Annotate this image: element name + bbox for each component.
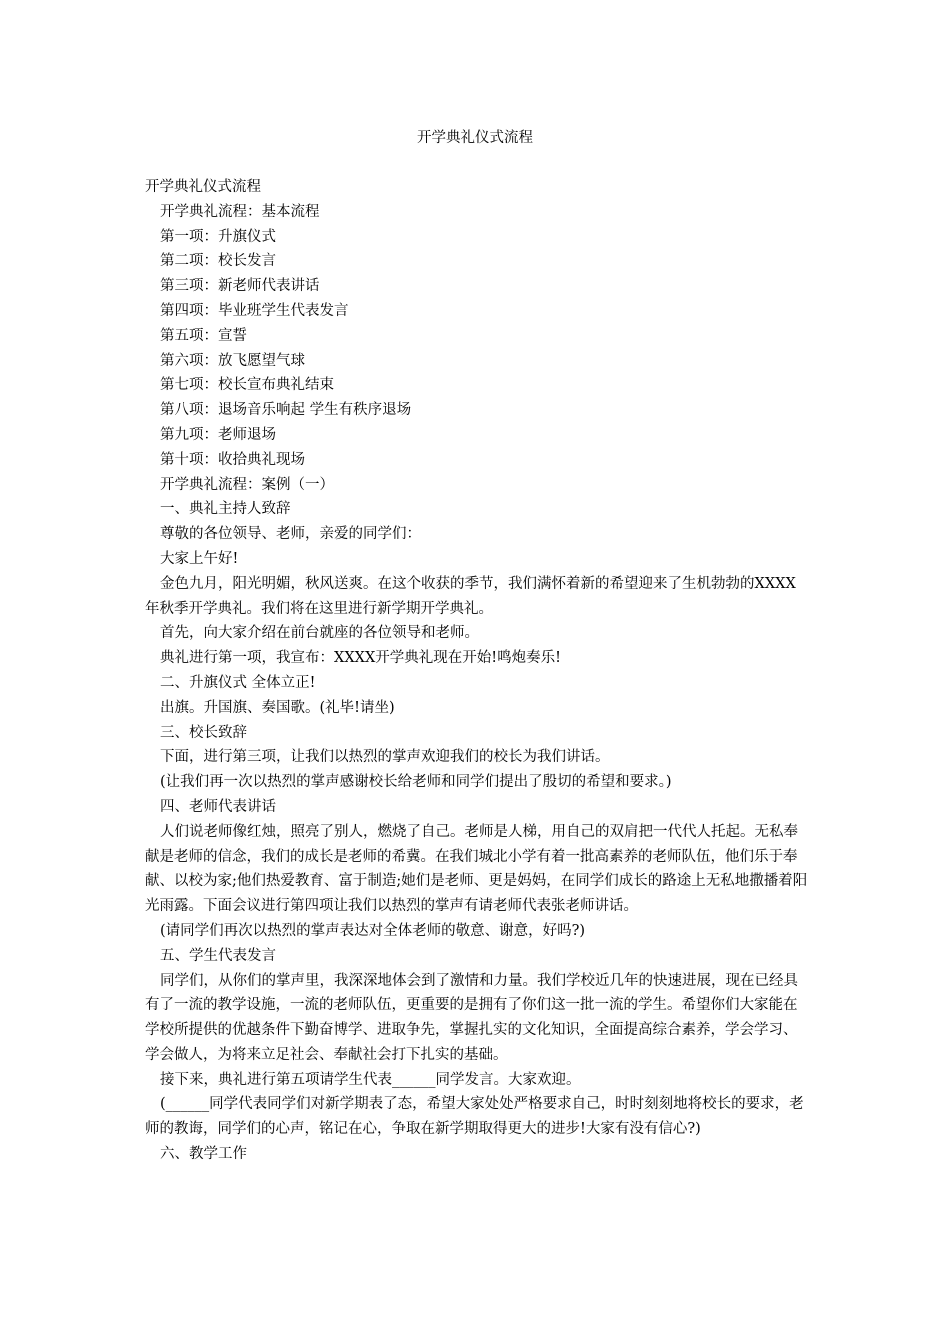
- paragraph: 开学典礼流程：基本流程: [160, 203, 320, 220]
- paragraph: 开学典礼仪式流程: [145, 179, 261, 195]
- paragraph: 六、教学工作: [160, 1146, 247, 1163]
- document-body: [145, 175, 810, 1167]
- paragraph: 出旗。升国旗、奏国歌。(礼毕!请坐): [160, 699, 395, 716]
- paragraph: 同学们，从你们的掌声里，我深深地体会到了激情和力量。我们学校近几年的快速进展，现在已经具有了一流的教学设施，一流的老师队伍，更重要的是拥有了你们这一批一流的学生。希望你们大家能在学校所提供的优越条件下勤奋博学、进取争先，掌握扎实的文化知识，全面提高综合素养，学会学习、学会做人，为将来立足社会、奉献社会打下扎实的基础。: [145, 972, 798, 1063]
- paragraph: 人们说老师像红烛，照亮了别人，燃烧了自己。老师是人梯，用自己的双肩把一代代人托起。无私奉献是老师的信念，我们的成长是老师的希冀。在我们城北小学有着一批高素养的老师队伍，他们乐于奉献、以校为家;他们热爱教育、富于制造;她们是老师、更是妈妈，在同学们成长的路途上无私地撒播着阳光雨露。下面会议进行第四项让我们以热烈的掌声有请老师代表张老师讲话。: [145, 823, 808, 915]
- paragraph: 接下来，典礼进行第五项请学生代表______同学发言。大家欢迎。: [160, 1071, 581, 1088]
- paragraph: 第七项：校长宣布典礼结束: [160, 377, 334, 394]
- paragraph: 五、学生代表发言: [160, 947, 276, 964]
- paragraph: 一、典礼主持人致辞: [160, 501, 291, 518]
- paragraph: (让我们再一次以热烈的掌声感谢校长给老师和同学们提出了殷切的希望和要求。): [160, 774, 672, 791]
- paragraph: (请同学们再次以热烈的掌声表达对全体老师的敬意、谢意，好吗?): [160, 922, 586, 939]
- paragraph: 典礼进行第一项，我宣布：XXXX开学典礼现在开始!鸣炮奏乐!: [160, 650, 561, 667]
- paragraph: 第八项：退场音乐响起 学生有秩序退场: [160, 402, 412, 419]
- paragraph: 第五项：宣誓: [160, 327, 247, 344]
- paragraph: 第九项：老师退场: [160, 426, 276, 443]
- paragraph: 开学典礼流程：案例（一）: [160, 476, 334, 493]
- paragraph: 三、校长致辞: [160, 724, 247, 741]
- paragraph: 第二项：校长发言: [160, 253, 276, 270]
- paragraph: (______同学代表同学们对新学期表了态，希望大家处处严格要求自己，时时刻刻地将校长的要求，老师的教诲，同学们的心声，铭记在心，争取在新学期取得更大的进步!大家有没有信心?): [145, 1096, 804, 1138]
- paragraph: 四、老师代表讲话: [160, 798, 276, 815]
- paragraph: 第十项：收拾典礼现场: [160, 451, 305, 468]
- paragraph: 第六项：放飞愿望气球: [160, 352, 305, 369]
- paragraph: 大家上午好!: [160, 550, 239, 567]
- paragraph: 二、升旗仪式 全体立正!: [160, 674, 316, 691]
- paragraph: 第四项：毕业班学生代表发言: [160, 302, 349, 319]
- paragraph: 尊敬的各位领导、老师，亲爱的同学们：: [160, 526, 421, 543]
- paragraph: 第一项：升旗仪式: [160, 228, 276, 245]
- paragraph: 下面，进行第三项，让我们以热烈的掌声欢迎我们的校长为我们讲话。: [160, 749, 610, 766]
- paragraph: 金色九月，阳光明媚，秋风送爽。在这个收获的季节，我们满怀着新的希望迎来了生机勃勃的XXXX年秋季开学典礼。我们将在这里进行新学期开学典礼。: [145, 575, 796, 617]
- paragraph: 第三项：新老师代表讲话: [160, 278, 320, 295]
- document-title: 开学典礼仪式流程: [417, 130, 533, 146]
- paragraph: 首先，向大家介绍在前台就座的各位领导和老师。: [160, 625, 479, 642]
